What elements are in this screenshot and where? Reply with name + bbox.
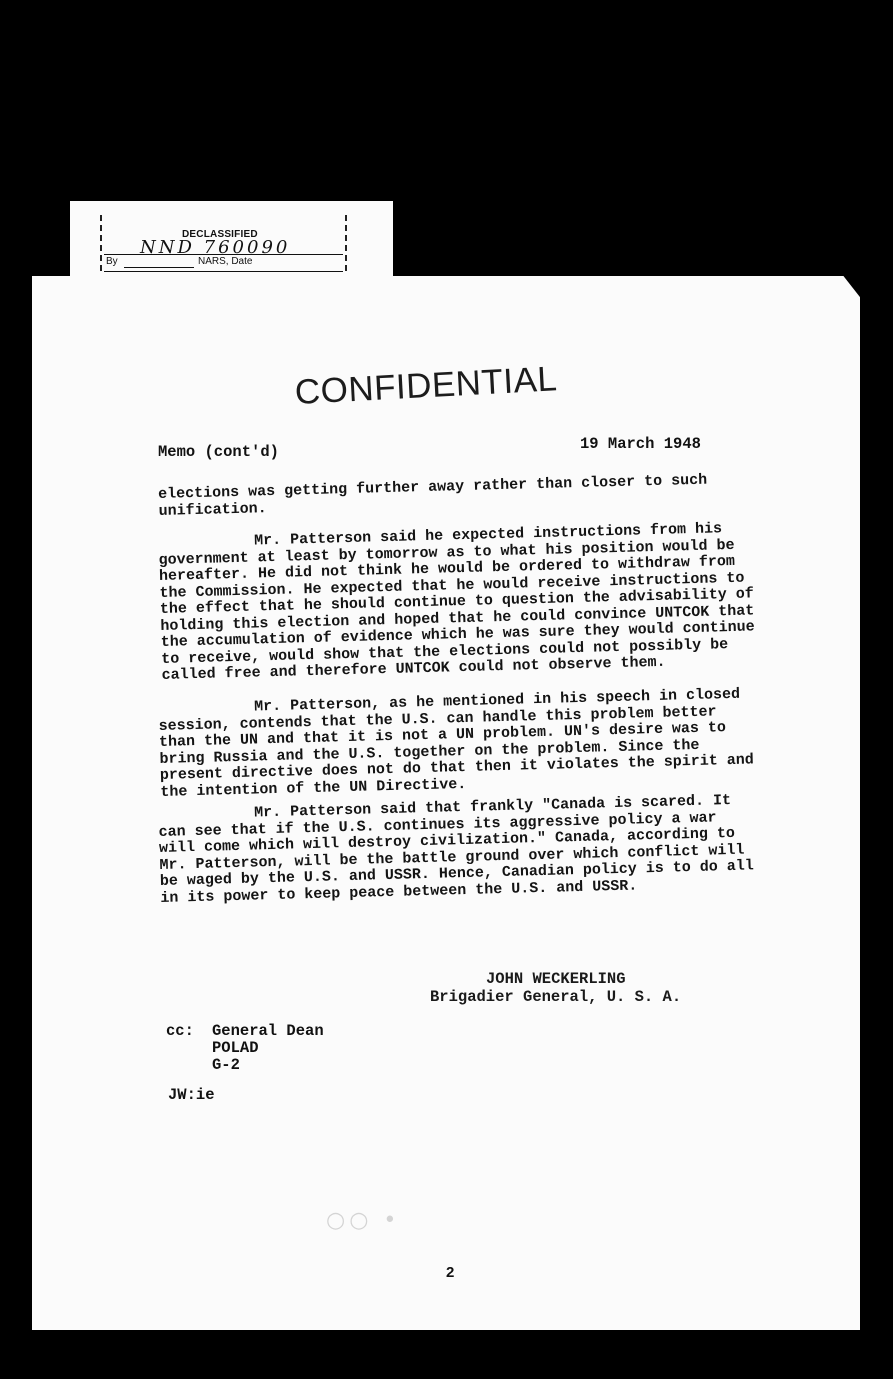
paragraph-4: Mr. Patterson said that frankly "Canada is scared. It can see that if the U.S. continues its aggressive policy a war will come which will destroy civilization." Canada, according to Mr. Patterson, will be the battle ground over which conflict will be waged by the U.S. and USSR. Hence, Canadian policy is to do all in its power to keep peace between the U.S. and USSR.: [158, 791, 755, 907]
stamp-rule-bottom: [104, 271, 343, 272]
memo-body-p3: [158, 686, 760, 801]
signature-name: JOHN WECKERLING: [486, 970, 626, 988]
memo-body-p4: [158, 792, 760, 907]
memo-body-p2: [158, 520, 762, 684]
stamp-box: [100, 215, 347, 271]
paragraph-3: Mr. Patterson, as he mentioned in his speech in closed session, contends that the U.S. can handle this problem better than the UN and that it is not a UN problem. UN's desire was to bring Russia and the U.S. together on the problem. Since the present directive does not do that then it violates the spirit and the intention of the UN Directive.: [158, 685, 755, 801]
cc-recipient: G-2: [212, 1056, 240, 1074]
cc-label: cc:: [166, 1022, 194, 1040]
faded-stamp-mark: ○○ •: [326, 1208, 401, 1233]
stamp-title: DECLASSIFIED: [182, 229, 258, 240]
stamp-rule: [104, 254, 343, 255]
signature-title: Brigadier General, U. S. A.: [430, 988, 682, 1006]
stamp-by-blank: [124, 267, 194, 268]
memo-date: 19 March 1948: [580, 435, 701, 453]
stamp-by-label: By: [106, 256, 118, 267]
declassification-stamp: [70, 201, 393, 276]
stamp-nars-label: NARS, Date: [198, 256, 253, 267]
typist-initials: JW:ie: [168, 1086, 215, 1104]
cc-recipient: General Dean: [212, 1022, 324, 1040]
cc-list: [166, 1023, 324, 1074]
cc-recipient: POLAD: [212, 1039, 259, 1057]
stamp-authority: NND 760090: [140, 237, 291, 258]
memo-continuation-label: Memo (cont'd): [158, 443, 279, 461]
paragraph-2: Mr. Patterson said he expected instructions from his government at least by tomorrow as to what his position would be hereafter. He did not think he would be ordered to withdraw from the Commission. He expected that he would receive instructions to the effect that he should continue to question the advisability of holding this election and hoped that he could convince UNTCOK that the accumulation of evidence which he was sure they would continue to receive, would show that the elections could not possibly be called free and therefore UNTCOK could not observe them.: [158, 520, 755, 684]
page-number: 2: [446, 1264, 455, 1281]
paragraph-1: elections was getting further away rather than closer to such unification.: [157, 471, 708, 520]
classification-marking: CONFIDENTIAL: [293, 359, 559, 413]
